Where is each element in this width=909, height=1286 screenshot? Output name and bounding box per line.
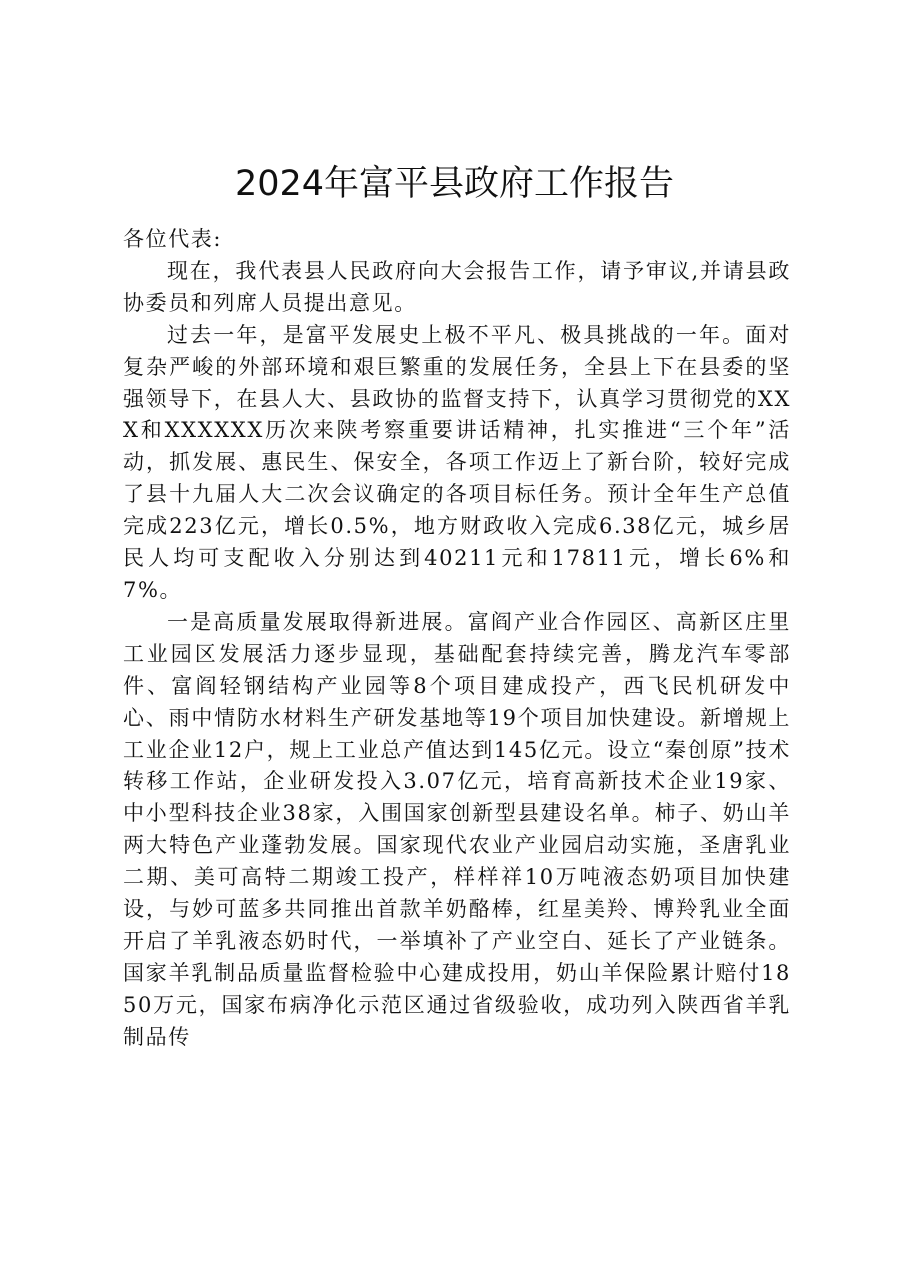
paragraph-intro: 现在，我代表县人民政府向大会报告工作，请予审议,并请县政协委员和列席人员提出意见。 [123, 258, 791, 315]
document-body [123, 224, 791, 1054]
salutation: 各位代表: [123, 227, 223, 251]
paragraph-development: 一是高质量发展取得新进展。富阎产业合作园区、高新区庄里工业园区发展活力逐步显现，基础配套持续完善，腾龙汽车零部件、富阎轻钢结构产业园等8个项目建成投产，西飞民机研发中心、雨中情防水材料生产研发基地等19个项目加快建设。新增规上工业企业12户，规上工业总产值达到145亿元。设立“秦创原”技术转移工作站，企业研发投入3.07亿元，培育高新技术企业19家、中小型科技企业38家，入围国家创新型县建设名单。柿子、奶山羊两大特色产业蓬勃发展。国家现代农业产业园启动实施，圣唐乳业二期、美可高特二期竣工投产，样样祥10万吨液态奶项目加快建设，与妙可蓝多共同推出首款羊奶酪棒，红星美羚、博羚乳业全面开启了羊乳液态奶时代，一举填补了产业空白、延长了产业链条。国家羊乳制品质量监督检验中心建成投用，奶山羊保险累计赔付1850万元，国家布病净化示范区通过省级验收，成功列入陕西省羊乳制品传 [123, 609, 791, 1049]
paragraph-review: 过去一年，是富平发展史上极不平凡、极具挑战的一年。面对复杂严峻的外部环境和艰巨繁重的发展任务，全县上下在县委的坚强领导下，在县人大、县政协的监督支持下，认真学习贯彻党的XXX和XXXXXX历次来陕考察重要讲话精神，扎实推进“三个年”活动，抓发展、惠民生、保安全，各项工作迈上了新台阶，较好完成了县十九届人大二次会议确定的各项目标任务。预计全年生产总值完成223亿元，增长0.5%，地方财政收入完成6.38亿元，城乡居民人均可支配收入分别达到40211元和17811元，增长6%和7%。 [123, 322, 791, 602]
document-title: 2024年富平县政府工作报告 [234, 164, 675, 204]
